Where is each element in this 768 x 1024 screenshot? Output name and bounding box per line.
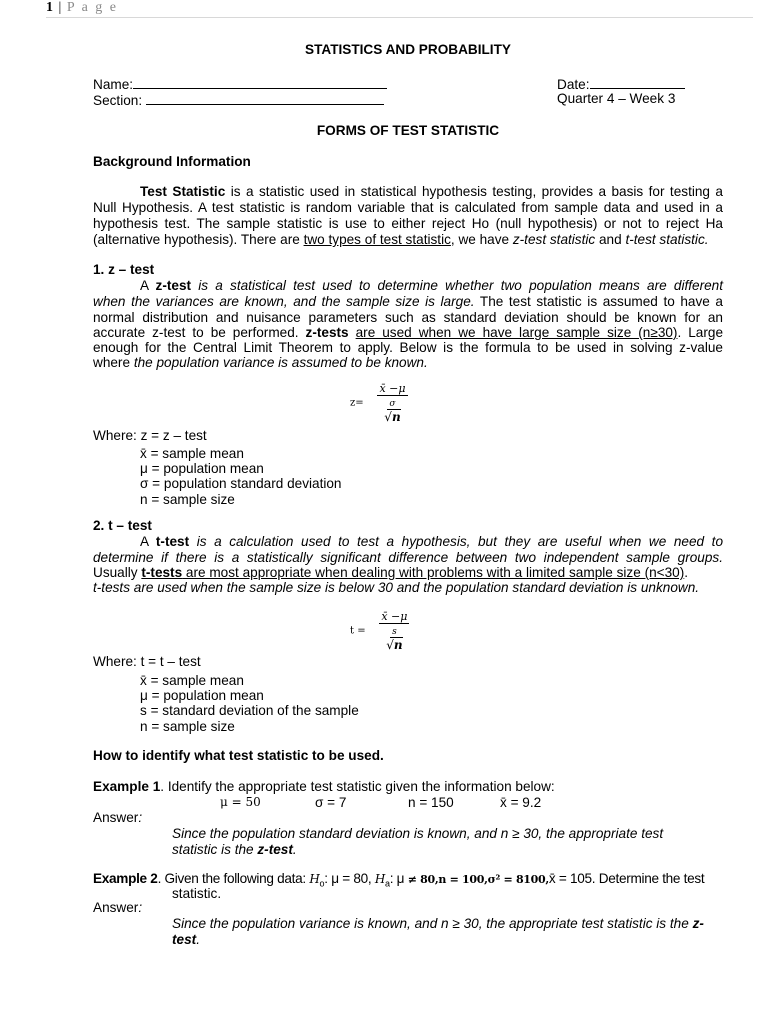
text: Since the population variance is known, and n ≥ 30, the appropriate test statistic is the xyxy=(172,916,693,931)
underlined-text: two types of test statistic xyxy=(303,232,451,247)
italic-text: is a statistical test used to determine whether two population means are different xyxy=(191,278,724,293)
page-header xyxy=(46,0,118,16)
quarter-label: Quarter 4 – Week 3 xyxy=(557,91,676,106)
date-label: Date: xyxy=(557,77,590,92)
background-heading: Background Information xyxy=(93,154,251,169)
paragraph-line xyxy=(93,294,723,309)
def-item: x̄ = sample mean xyxy=(140,673,244,688)
ex2-line: statistic. xyxy=(172,886,222,901)
section-title: FORMS OF TEST STATISTIC xyxy=(316,123,500,138)
ttest-where: Where: t = t – test xyxy=(93,654,201,669)
text: A xyxy=(140,534,156,549)
name-blank xyxy=(133,75,387,89)
bold-text: z-tests xyxy=(305,325,349,340)
example-label: Example 2 xyxy=(93,871,158,886)
def-item: σ = population standard deviation xyxy=(140,476,342,491)
text: A xyxy=(140,278,156,293)
answer-label xyxy=(93,810,142,825)
italic-text: when the variances are known, and the sample size is large. xyxy=(93,294,475,309)
text: . xyxy=(684,565,689,580)
ha-subscript: a xyxy=(385,878,390,889)
header-rule xyxy=(46,17,753,18)
paragraph-line: enough for the Central Limit Theorem to apply. Below is the formula to be used in solving z-value xyxy=(93,340,723,355)
text: x̄ = 105. Determine the test xyxy=(548,871,705,886)
formula-denominator xyxy=(377,396,407,424)
ex1-xbar: x̄ = 9.2 xyxy=(500,795,542,810)
formula-text: ≠ 80,n = 100,σ² = 8100, xyxy=(407,873,549,886)
bold-text: test xyxy=(172,932,197,947)
formula-lhs: t = xyxy=(350,625,366,637)
italic-text: t-test statistic. xyxy=(625,232,709,247)
text: . Large xyxy=(677,325,724,340)
example-1 xyxy=(93,779,555,794)
text: . xyxy=(196,932,200,947)
text: , we have xyxy=(450,232,513,247)
def-item: μ = population mean xyxy=(140,688,264,703)
ex1-mu: μ = 50 xyxy=(220,795,261,809)
identify-heading: How to identify what test statistic to be used. xyxy=(93,748,384,763)
h0-subscript: o xyxy=(319,878,325,889)
sqrt-symbol: √ xyxy=(384,410,392,424)
text: : xyxy=(138,810,143,825)
ztest-heading: 1. z – test xyxy=(93,262,155,277)
paragraph-line xyxy=(140,534,723,549)
def-item: n = sample size xyxy=(140,719,235,734)
text: . Given the following data: xyxy=(157,871,310,886)
ex2-answer-line xyxy=(172,916,704,931)
text: The test statistic is assumed to have a xyxy=(474,294,723,309)
page-label: P a g e xyxy=(66,0,119,15)
text: : xyxy=(138,900,143,915)
underlined-text: are used when we have large sample size (n≥30) xyxy=(355,325,678,340)
paragraph-line xyxy=(140,184,723,199)
underlined-text: are most appropriate when dealing with problems with a limited sample size (n<30) xyxy=(182,565,685,580)
paragraph-line xyxy=(140,278,723,293)
formula-sqrt xyxy=(386,637,402,652)
term-test-statistic: Test Statistic xyxy=(140,184,226,199)
italic-text: z-test statistic xyxy=(512,232,596,247)
bold-text: t-tests xyxy=(141,565,183,580)
formula-lhs: z= xyxy=(350,397,364,409)
text: where xyxy=(93,355,134,370)
paragraph-line: determine if there is a statistically significant difference between two independent sample groups. xyxy=(93,550,723,565)
italic-text: the population variance is assumed to be known. xyxy=(133,355,428,370)
ha-symbol: H xyxy=(374,872,385,886)
h0-symbol: H xyxy=(309,872,320,886)
text: Usually xyxy=(93,565,142,580)
name-field xyxy=(93,75,387,92)
section-blank xyxy=(146,91,384,105)
date-field xyxy=(557,75,685,92)
name-label: Name: xyxy=(93,77,134,92)
def-item: x̄ = sample mean xyxy=(140,446,244,461)
paragraph-line: normal distribution and nuisance parameters such as standard deviation should be known for an xyxy=(93,310,723,325)
ttest-heading: 2. t – test xyxy=(93,518,152,533)
bold-text: z- xyxy=(692,916,704,931)
text: : μ = 80, xyxy=(324,871,375,886)
paragraph-line xyxy=(93,355,723,370)
text: and xyxy=(595,232,626,247)
ex2-answer-line xyxy=(172,932,200,947)
text xyxy=(349,325,356,340)
example-label: Example 1 xyxy=(93,779,161,794)
text: . Identify the appropriate test statistic given the information below: xyxy=(160,779,555,794)
paragraph-line xyxy=(93,325,723,340)
section-field xyxy=(93,91,384,108)
def-item: μ = population mean xyxy=(140,461,264,476)
def-item: s = standard deviation of the sample xyxy=(140,703,359,718)
bold-text: z-test xyxy=(155,278,192,293)
sqrt-symbol: √ xyxy=(386,638,394,652)
paragraph-line: hypothesis test. The sample statistic is use to either reject Ho (null hypothesis) or not to reject Ha xyxy=(93,216,723,231)
text: : μ xyxy=(389,871,408,886)
ztest-where: Where: z = z – test xyxy=(93,428,207,443)
ex1-n: n = 150 xyxy=(408,795,454,810)
text: Answer xyxy=(93,810,139,825)
paragraph-line: t-tests are used when the sample size is below 30 and the population standard deviation is unknown. xyxy=(93,580,700,595)
formula-sqrt xyxy=(384,409,400,424)
page-separator: | xyxy=(58,0,63,15)
formula-sigma: σ xyxy=(389,399,396,409)
formula-n: n xyxy=(393,638,403,652)
formula-denominator xyxy=(379,624,409,652)
text: (alternative hypothesis). There are xyxy=(93,232,304,247)
ex1-sigma: σ = 7 xyxy=(315,795,347,810)
text: . xyxy=(292,842,297,857)
text: Answer xyxy=(93,900,139,915)
document-title: STATISTICS AND PROBABILITY xyxy=(305,42,511,57)
answer-label xyxy=(93,900,142,915)
date-blank xyxy=(590,75,685,89)
italic-text: is a calculation used to test a hypothesis, but they are useful when we need to xyxy=(189,534,724,549)
formula-s: s xyxy=(392,627,397,637)
formula-fraction xyxy=(379,610,409,652)
z-formula xyxy=(350,382,408,424)
formula-fraction xyxy=(377,382,407,424)
formula-numerator: x̄ −μ xyxy=(381,610,408,623)
t-formula xyxy=(350,610,409,652)
bold-text: z-test xyxy=(257,842,293,857)
paragraph-line xyxy=(93,232,723,247)
paragraph-line: Null Hypothesis. A test statistic is random variable that is calculated from sample data and used in a xyxy=(93,200,723,215)
formula-n: n xyxy=(391,410,401,424)
text: statistic is the xyxy=(172,842,258,857)
text: is a statistic used in statistical hypothesis testing, provides a basis for testing a xyxy=(225,184,723,199)
formula-numerator: x̄ −μ xyxy=(379,382,406,395)
ex1-answer-line: Since the population standard deviation is known, and n ≥ 30, the appropriate test xyxy=(172,826,664,841)
bold-text: t-test xyxy=(155,534,190,549)
page-number: 1 xyxy=(46,0,54,15)
text: accurate z-test to be performed. xyxy=(93,325,306,340)
ex1-answer-line xyxy=(172,842,297,857)
section-label: Section: xyxy=(93,93,143,108)
paragraph-line xyxy=(93,565,723,580)
def-item: n = sample size xyxy=(140,492,235,507)
